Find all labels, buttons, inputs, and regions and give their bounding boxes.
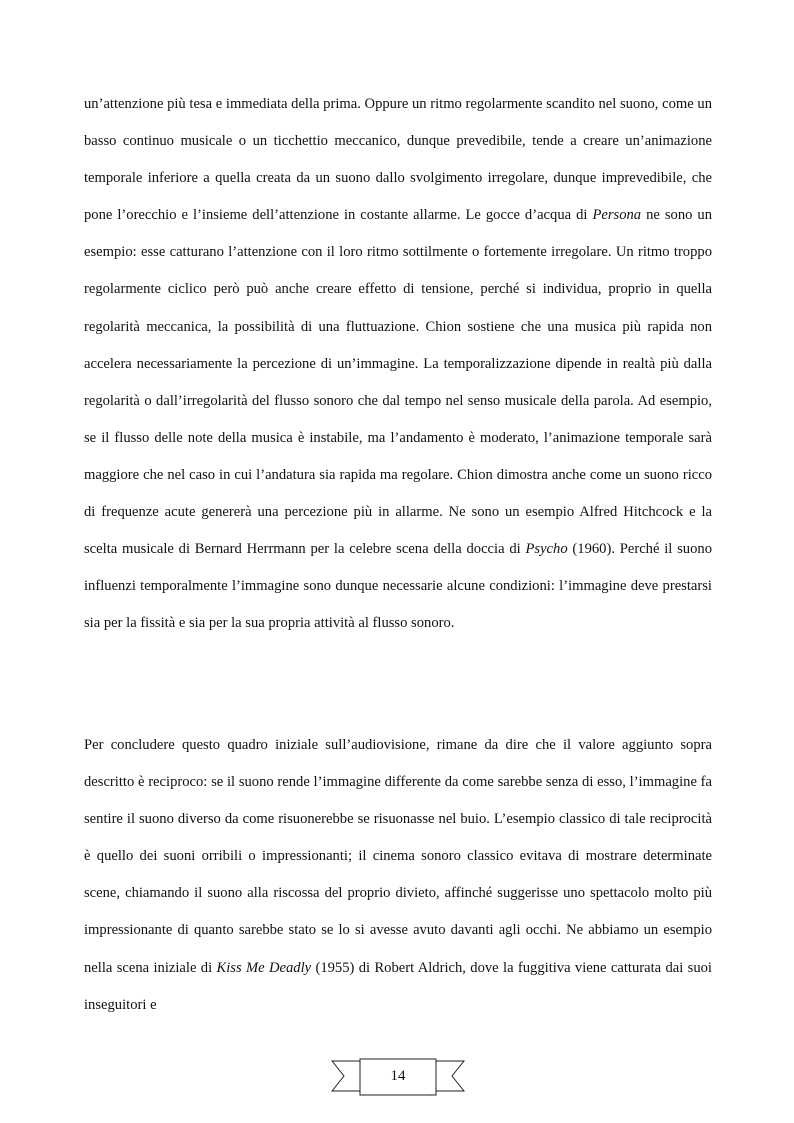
paragraph-1-text-c: (1960). Perché il suono influenzi temporalmente l’immagine sono dunque necessarie alcune condizioni: l’immagine deve prestarsi sia per la fissità e sia per la sua propria attività al flusso sonoro. (84, 541, 712, 632)
paragraph-2-text-a: Per concludere questo quadro iniziale sull’audiovisione, rimane da dire che il valore aggiunto sopra descritto è reciproco: se il suono rende l’immagine differente da come sarebbe senza di esso, l’immagine fa sentire il suono diverso da come risuonerebbe se risuonasse nel buio. L’esempio classico di tale reciprocità è quello dei suoni orribili o impressionanti; il cinema sonoro classico evitava di mostrare determinate scene, chiamando il suono alla riscossa del proprio divieto, affinché suggerisse uno spettacolo molto più impressionante di quanto sarebbe stato se lo si avesse avuto davanti agli occhi. Ne abbiamo un esempio nella scena iniziale di (84, 737, 712, 976)
film-title-psycho: Psycho (525, 541, 568, 558)
body-paragraph-2 (84, 727, 712, 1024)
film-title-kiss-me-deadly: Kiss Me Deadly (216, 959, 312, 976)
paragraph-2-text-b: (1955) di Robert Aldrich, dove la fuggitiva viene catturata dai suoi inseguitori e (84, 959, 712, 1013)
page-number: 14 (390, 1068, 406, 1084)
body-paragraph-1 (84, 86, 712, 642)
paragraph-1-text-a: un’attenzione più tesa e immediata della prima. Oppure un ritmo regolarmente scandito nel suono, come un basso continuo musicale o un ticchettio meccanico, dunque prevedibile, tende a creare un’animazione temporale inferiore a quella creata da un suono dallo svolgimento irregolare, dunque imprevedibile, che pone l’orecchio e l’insieme dell’attenzione in costante allarme. Le gocce d’acqua di (84, 96, 712, 224)
film-title-persona: Persona (592, 207, 642, 224)
paragraph-1-text-b: ne sono un esempio: esse catturano l’attenzione con il loro ritmo sottilmente o fortemente irregolare. Un ritmo troppo regolarmente ciclico però può anche creare effetto di tensione, perché si individua, proprio in quella regolarità meccanica, la possibilità di una fluttuazione. Chion sostiene che una musica più rapida non accelera necessariamente la percezione di un’immagine. La temporalizzazione dipende in realtà più dalla regolarità o dall’irregolarità del flusso sonoro che dal tempo nel senso musicale della parola. Ad esempio, se il flusso delle note della musica è instabile, ma l’andamento è moderato, l’animazione temporale sarà maggiore che nel caso in cui l’andatura sia rapida ma regolare. Chion dimostra anche come un suono ricco di frequenze acute genererà una percezione più in allarme. Ne sono un esempio Alfred Hitchcock e la scelta musicale di Bernard Herrmann per la celebre scena della doccia di (84, 207, 713, 558)
